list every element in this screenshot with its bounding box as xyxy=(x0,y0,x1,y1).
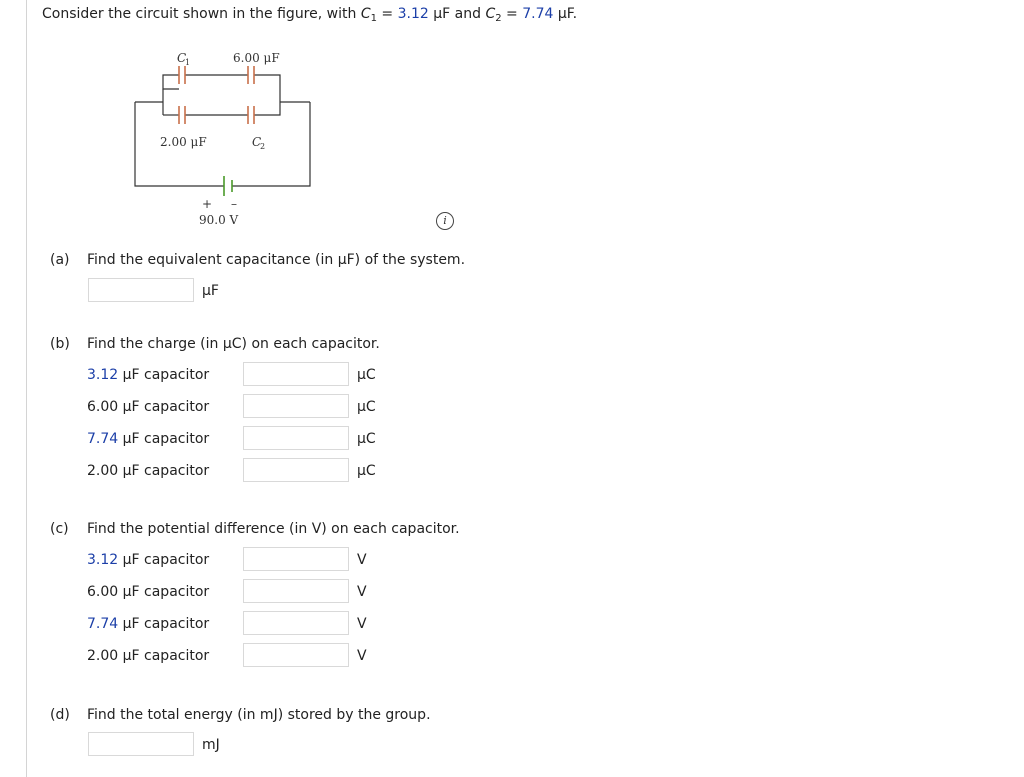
battery-icon xyxy=(224,176,232,196)
part-c-input[interactable] xyxy=(243,579,349,603)
wire-bottom-right xyxy=(254,102,280,115)
part-c-row-label xyxy=(87,616,209,632)
part-b-input[interactable] xyxy=(243,426,349,450)
row-value-plain: 6.00 xyxy=(87,399,119,415)
row-value-plain: 2.00 xyxy=(87,463,119,479)
part-b-row-label xyxy=(87,367,209,383)
part-b-unit: μC xyxy=(357,431,376,447)
part-b-input[interactable] xyxy=(243,394,349,418)
part-c-letter: (c) xyxy=(50,521,69,537)
part-c-row-label xyxy=(87,552,209,568)
problem-prefix: Consider the circuit shown in the figure, with xyxy=(42,6,361,22)
part-c-input[interactable] xyxy=(243,547,349,571)
part-a-letter: (a) xyxy=(50,252,70,268)
row-value-blue: 7.74 xyxy=(87,431,119,447)
part-b-unit: μC xyxy=(357,367,376,383)
battery-voltage: 90.0 V xyxy=(199,213,239,227)
part-d-unit: mJ xyxy=(202,737,220,753)
part-b-unit: μC xyxy=(357,399,376,415)
left-border-rule xyxy=(26,0,27,777)
part-c-question: Find the potential difference (in V) on each capacitor. xyxy=(87,521,460,537)
part-a-question: Find the equivalent capacitance (in μF) of the system. xyxy=(87,252,466,268)
c1-value: 3.12 xyxy=(397,6,429,22)
c2-subscript: 2 xyxy=(495,13,502,24)
part-c-row-label xyxy=(87,584,209,600)
row-suffix: μF capacitor xyxy=(118,399,210,415)
part-b-letter: (b) xyxy=(50,336,70,352)
part-a-unit: μF xyxy=(202,283,219,299)
row-value-blue: 3.12 xyxy=(87,552,119,568)
part-c-unit: V xyxy=(357,584,367,600)
part-b-row-label xyxy=(87,431,209,447)
c2-value: 7.74 xyxy=(522,6,554,22)
fig-c1-label: C xyxy=(177,51,187,65)
part-b-input[interactable] xyxy=(243,362,349,386)
part-d-question: Find the total energy (in mJ) stored by the group. xyxy=(87,707,431,723)
wire-top-right xyxy=(254,75,280,102)
fig-cap-top-label: 6.00 μF xyxy=(233,51,280,65)
part-b-row-label xyxy=(87,463,209,479)
part-c-unit: V xyxy=(357,552,367,568)
row-suffix: μF capacitor xyxy=(118,616,210,632)
wire-c1-left xyxy=(163,83,179,89)
c1-symbol: C xyxy=(360,6,371,22)
part-b-row-label xyxy=(87,399,209,415)
circuit-diagram xyxy=(128,46,318,231)
equals-sign: = xyxy=(501,6,523,22)
circuit-wires xyxy=(135,75,310,186)
equals-sign: = xyxy=(376,6,398,22)
row-value-blue: 7.74 xyxy=(87,616,119,632)
battery-minus: – xyxy=(231,197,237,211)
row-suffix: μF capacitor xyxy=(118,367,210,383)
row-value-blue: 3.12 xyxy=(87,367,119,383)
fig-c2-label: C xyxy=(252,135,262,149)
c2-symbol: C xyxy=(485,6,496,22)
part-c-row-label xyxy=(87,648,209,664)
part-d-letter: (d) xyxy=(50,707,70,723)
part-a-input[interactable] xyxy=(88,278,194,302)
part-b-question: Find the charge (in μC) on each capacitor. xyxy=(87,336,380,352)
problem-statement xyxy=(42,6,577,22)
part-c-input[interactable] xyxy=(243,643,349,667)
row-suffix: μF capacitor xyxy=(118,431,210,447)
part-c-unit: V xyxy=(357,616,367,632)
problem-suffix: μF. xyxy=(553,6,578,22)
row-suffix: μF capacitor xyxy=(118,648,210,664)
part-c-unit: V xyxy=(357,648,367,664)
row-value-plain: 6.00 xyxy=(87,584,119,600)
fig-c2-sub: 2 xyxy=(260,142,266,151)
row-value-plain: 2.00 xyxy=(87,648,119,664)
c1-subscript: 1 xyxy=(370,13,377,24)
part-b-unit: μC xyxy=(357,463,376,479)
fig-c1-sub: 1 xyxy=(185,58,191,67)
info-icon[interactable]: i xyxy=(436,212,454,230)
row-suffix: μF capacitor xyxy=(118,463,210,479)
wire-top-left xyxy=(163,75,179,83)
part-c-input[interactable] xyxy=(243,611,349,635)
row-suffix: μF capacitor xyxy=(118,552,210,568)
problem-middle: μF and xyxy=(428,6,486,22)
part-d-input[interactable] xyxy=(88,732,194,756)
part-b-input[interactable] xyxy=(243,458,349,482)
battery-plus: + xyxy=(202,197,213,211)
fig-cap-left-label: 2.00 μF xyxy=(160,135,207,149)
row-suffix: μF capacitor xyxy=(118,584,210,600)
